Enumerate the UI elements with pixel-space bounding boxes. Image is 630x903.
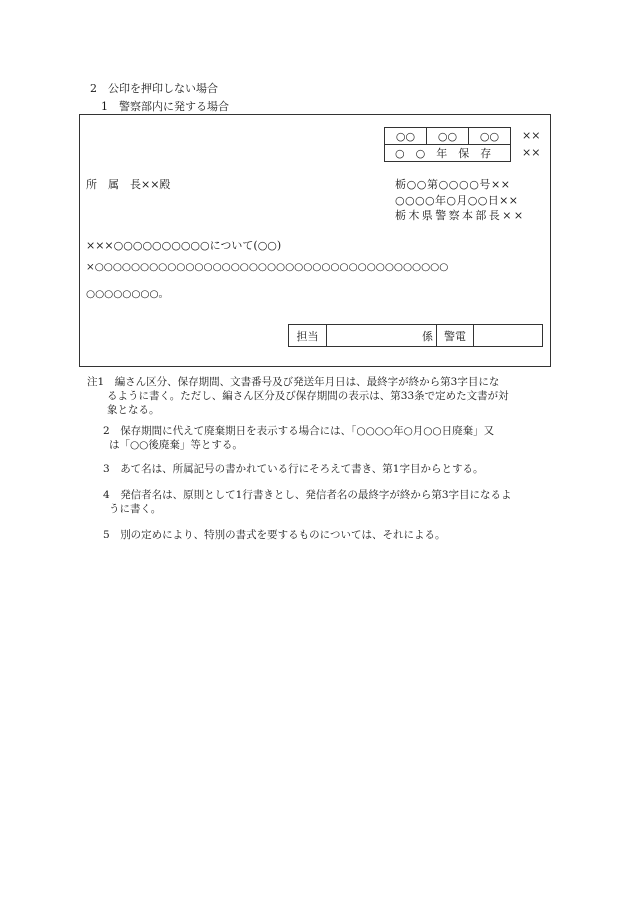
note-5 — [103, 528, 445, 542]
keiden-value — [474, 325, 543, 347]
note-1-line1: 編さん区分、保存期間、文書番号及び発送年月日は、最終字が終から第3字目にな — [114, 376, 500, 388]
note-4 — [103, 488, 512, 516]
note-2 — [103, 424, 494, 452]
note-4-line2: うに書く。 — [109, 503, 162, 515]
subject-line: ×××○○○○○○○○○○について(○○) — [86, 239, 282, 252]
kakari-cell — [327, 325, 437, 347]
contact-table — [288, 324, 543, 347]
code-cell-1: ○○ — [385, 128, 427, 145]
body-line-1: ×○○○○○○○○○○○○○○○○○○○○○○○○○○○○○○○○○○○○○○○ — [86, 261, 449, 273]
addressee: 所 属 長××殿 — [86, 178, 171, 191]
code-cell-2: ○○ — [427, 128, 469, 145]
kakari-label: 係 — [422, 329, 433, 343]
note-4-label: 4 — [103, 489, 110, 501]
section-heading: 2 公印を押印しない場合 — [90, 82, 218, 95]
keiden-label: 警電 — [437, 325, 474, 347]
note-4-line1: 発信者名は、原則として1行書きとし、発信者名の最終字が終から第3字目になるよ — [120, 489, 512, 501]
sender-name: 栃木県警察本部長×× — [395, 209, 526, 222]
retention-period-cell: ○ ○ 年 保 存 — [385, 145, 511, 162]
note-1-line2: るように書く。ただし、編さん区分及び保存期間の表示は、第33条で定めた文書が対 — [107, 390, 509, 402]
classification-table — [384, 127, 511, 162]
note-5-line1: 別の定めにより、特別の書式を要するものについては、それによる。 — [120, 529, 446, 541]
document-date: ○○○○年○月○○日×× — [395, 194, 519, 207]
document-number: 栃○○第○○○○号×× — [395, 178, 511, 191]
note-2-line2: は「○○後廃棄」等とする。 — [109, 439, 243, 451]
note-1-line3: 象となる。 — [107, 404, 160, 416]
code-cell-3: ○○ — [469, 128, 511, 145]
subsection-heading: 1 警察部内に発する場合 — [101, 100, 229, 113]
note-1-label: 注1 — [87, 376, 105, 388]
body-line-2: ○○○○○○○○。 — [86, 288, 169, 300]
note-3-line1: あて名は、所属記号の書かれている行にそろえて書き、第1字目からとする。 — [120, 463, 484, 475]
note-3 — [103, 462, 483, 476]
note-2-label: 2 — [103, 425, 110, 437]
note-2-line1: 保存期間に代えて廃棄期日を表示する場合には、「○○○○年○月○○日廃棄」又 — [120, 425, 495, 437]
code-suffix: ×× — [522, 129, 541, 142]
note-3-label: 3 — [103, 463, 110, 475]
retention-suffix: ×× — [522, 146, 541, 159]
note-5-label: 5 — [103, 529, 110, 541]
note-1 — [87, 375, 509, 417]
tanto-label: 担当 — [289, 325, 327, 347]
